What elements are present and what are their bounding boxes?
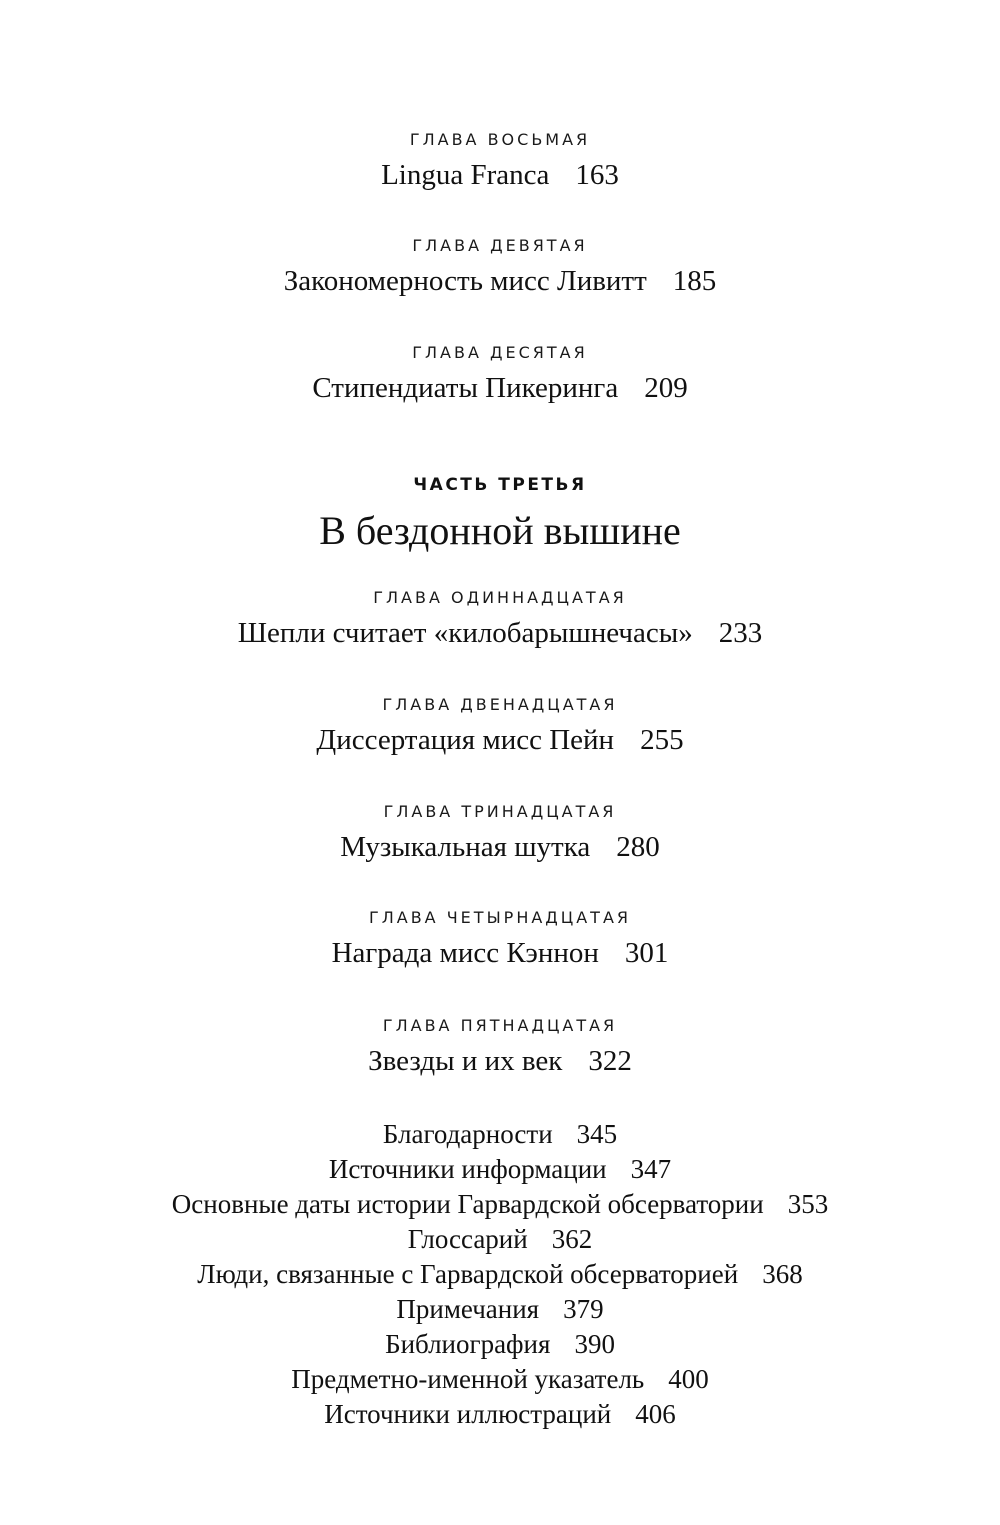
- page-number: 362: [551, 1224, 593, 1254]
- chapter-entry[interactable]: [0, 723, 1000, 757]
- page-number: 280: [616, 831, 660, 863]
- backmatter-entry[interactable]: [0, 1117, 1000, 1152]
- entry-title: Источники информации: [328, 1154, 607, 1184]
- page-number: 301: [624, 937, 669, 969]
- chapter-label: ГЛАВА ДЕСЯТАЯ: [412, 343, 588, 362]
- backmatter-entry[interactable]: [0, 1362, 1000, 1397]
- chapter-label: ГЛАВА ТРИНАДЦАТАЯ: [383, 802, 617, 821]
- page-number: 233: [718, 617, 763, 649]
- backmatter-list: [0, 1117, 1000, 1432]
- backmatter-entry[interactable]: [0, 1292, 1000, 1327]
- chapter-title: Lingua Franca: [381, 159, 550, 191]
- page-number: 347: [630, 1154, 672, 1184]
- backmatter-entry[interactable]: [0, 1222, 1000, 1257]
- entry-title: Люди, связанные с Гарвардской обсерваторией: [197, 1259, 739, 1289]
- chapter-title: Диссертация мисс Пейн: [316, 724, 615, 756]
- entry-title: Основные даты истории Гарвардской обсерватории: [171, 1189, 764, 1219]
- chapter-entry[interactable]: [0, 158, 1000, 192]
- page-number: 209: [644, 372, 688, 404]
- chapter-label: ГЛАВА ДЕВЯТАЯ: [412, 236, 588, 255]
- backmatter-entry[interactable]: [0, 1397, 1000, 1432]
- chapter-title: Шепли считает «килобарышнечасы»: [237, 617, 693, 649]
- page-number: 379: [563, 1294, 604, 1324]
- page-number: 400: [668, 1364, 709, 1394]
- page-number: 185: [672, 265, 717, 297]
- page-number: 322: [588, 1045, 632, 1077]
- page-number: 345: [576, 1119, 618, 1149]
- chapter-entry[interactable]: [0, 1044, 1000, 1078]
- chapter-label: ГЛАВА ОДИННАДЦАТАЯ: [373, 588, 627, 607]
- chapter-entry[interactable]: [0, 371, 1000, 405]
- backmatter-entry[interactable]: [0, 1327, 1000, 1362]
- chapter-title: Награда мисс Кэннон: [331, 937, 599, 969]
- chapter-title: Звезды и их век: [368, 1045, 563, 1077]
- entry-title: Глоссарий: [407, 1224, 528, 1254]
- chapter-label: ГЛАВА ДВЕНАДЦАТАЯ: [382, 695, 618, 714]
- page-number: 390: [574, 1329, 615, 1359]
- entry-title: Источники иллюстраций: [324, 1399, 612, 1429]
- chapter-entry[interactable]: [0, 936, 1000, 970]
- chapter-entry[interactable]: [0, 616, 1000, 650]
- backmatter-entry[interactable]: [0, 1187, 1000, 1222]
- chapter-title: Закономерность мисс Ливитт: [283, 265, 647, 297]
- entry-title: Библиография: [385, 1329, 551, 1359]
- chapter-label: ГЛАВА ЧЕТЫРНАДЦАТАЯ: [368, 908, 632, 927]
- part-title[interactable]: В бездонной вышине: [319, 508, 681, 553]
- backmatter-entry[interactable]: [0, 1257, 1000, 1292]
- entry-title: Примечания: [396, 1294, 540, 1324]
- page-number: 368: [762, 1259, 803, 1289]
- backmatter-entry[interactable]: [0, 1152, 1000, 1187]
- entry-title: Благодарности: [382, 1119, 553, 1149]
- chapter-title: Музыкальная шутка: [340, 831, 591, 863]
- chapter-label: ГЛАВА ПЯТНАДЦАТАЯ: [382, 1016, 618, 1035]
- chapter-label: ГЛАВА ВОСЬМАЯ: [409, 130, 591, 149]
- chapter-entry[interactable]: [0, 264, 1000, 298]
- page-number: 353: [787, 1189, 829, 1219]
- page-number: 163: [575, 159, 619, 191]
- entry-title: Предметно-именной указатель: [291, 1364, 645, 1394]
- chapter-title: Стипендиаты Пикеринга: [312, 372, 619, 404]
- page-number: 406: [635, 1399, 676, 1429]
- chapter-entry[interactable]: [0, 830, 1000, 864]
- page-number: 255: [640, 724, 684, 756]
- part-label: ЧАСТЬ ТРЕТЬЯ: [413, 475, 587, 495]
